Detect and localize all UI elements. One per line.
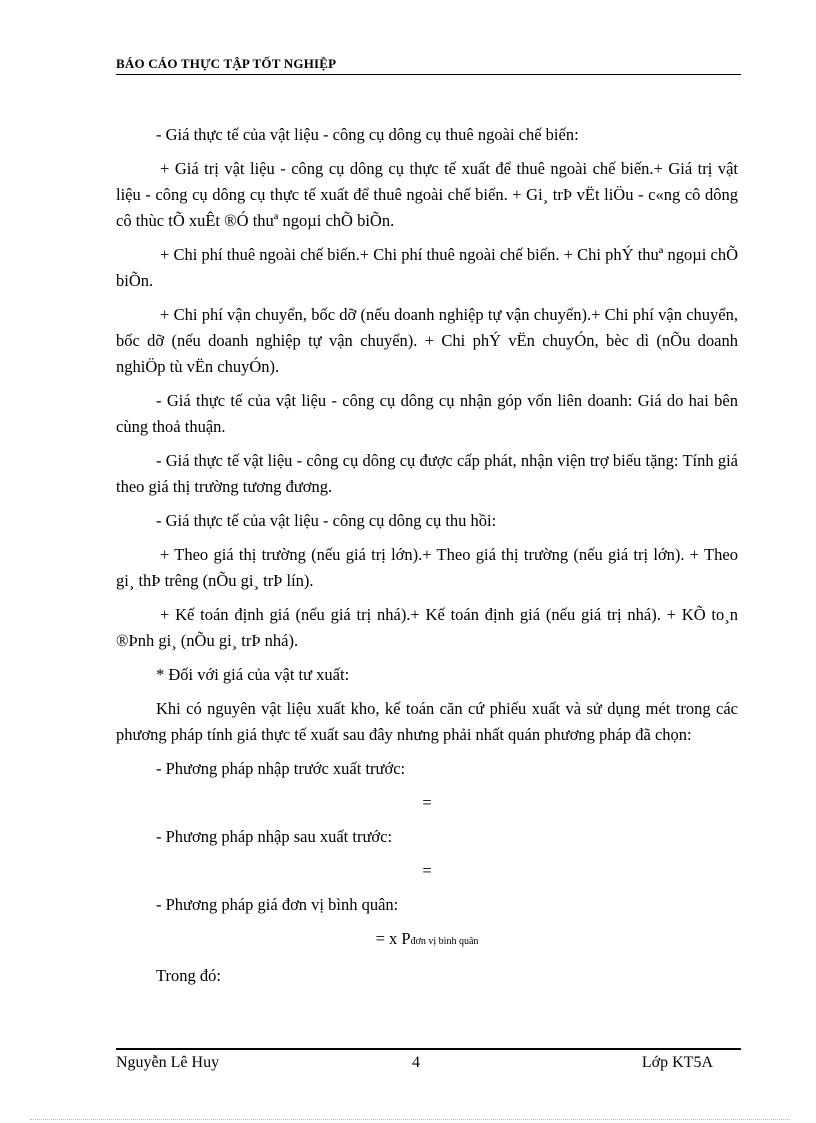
footer-divider [116,1048,741,1050]
page-footer [116,1054,741,1078]
paragraph: Trong đó: [156,966,221,985]
page-body [116,122,738,997]
equation [116,926,738,955]
page-bottom-border [30,1119,790,1120]
paragraph: - Giá thực tế của vật liệu - công cụ dông cụ thu hồi: [156,511,497,530]
paragraph: - Giá thực tế của vật liệu - công cụ dông cụ nhận góp vốn liên doanh: Giá do hai bên cùng thoả thuận. [116,391,738,436]
paragraph: Khi có nguyên vật liệu xuất kho, kế toán căn cứ phiếu xuất và sử dụng mét trong các phương pháp tính giá thực tế xuất sau đây nhưng phải nhất quán phương pháp đã chọn: [116,699,738,744]
paragraph: - Giá thực tế vật liệu - công cụ dông cụ được cấp phát, nhận viện trợ biếu tặng: Tính giá theo giá thị trường tương đương. [116,451,738,496]
method-heading: - Phương pháp giá đơn vị bình quân: [156,895,399,914]
page-header-title: BÁO CÁO THỰC TẬP TỐT NGHIỆP [116,56,337,71]
footer-class: Lớp KT5A [641,1054,713,1071]
header-divider [116,74,741,75]
equation: = [422,793,432,812]
equation-main: = x P [375,929,411,948]
method-heading: - Phương pháp nhập trước xuất trước: [156,759,406,778]
paragraph: + Giá trị vật liệu - công cụ dông cụ thực tế xuất để thuê ngoài chế biến.+ Giá trị vật liệu - công cụ dông cụ thực tế xuất để thuê ngoài chế biến. + Gi¸ trÞ vËt liÖu - c«ng cô dông cô thùc tÕ xuÊt ®Ó thuª ngoµi chÕ biÕn. [116,159,738,230]
paragraph: + Kế toán định giá (nếu giá trị nhá).+ Kế toán định giá (nếu giá trị nhá). + KÕ to¸n ®Þnh gi¸ (nÕu gi¸ trÞ nhá). [116,605,738,650]
section-heading: * Đối với giá của vật tư xuất: [156,665,350,684]
paragraph: + Chi phí thuê ngoài chế biến.+ Chi phí thuê ngoài chế biến. + Chi phÝ thuª ngoµi chÕ biÕn. [116,245,738,290]
paragraph: + Theo giá thị trường (nếu giá trị lớn).+ Theo giá thị trường (nếu giá trị lớn). + Theo gi¸ thÞ trêng (nÕu gi¸ trÞ lín). [116,545,738,590]
method-heading: - Phương pháp nhập sau xuất trước: [156,827,393,846]
footer-page-number: 4 [412,1054,420,1071]
paragraph: - Giá thực tế của vật liệu - công cụ dông cụ thuê ngoài chế biến: [156,125,579,144]
equation-subscript: đơn vị bình quân [410,936,479,947]
footer-author: Nguyễn Lê Huy [116,1054,220,1071]
paragraph: + Chi phí vận chuyển, bốc dỡ (nếu doanh nghiệp tự vận chuyển).+ Chi phí vận chuyển, bốc dỡ (nếu doanh nghiệp tự vận chuyển). + Chi phÝ vËn chuyÓn, bèc dì (nÕu doanh nghiÖp tù vËn chuyÓn). [116,305,738,376]
equation: = [422,861,432,880]
